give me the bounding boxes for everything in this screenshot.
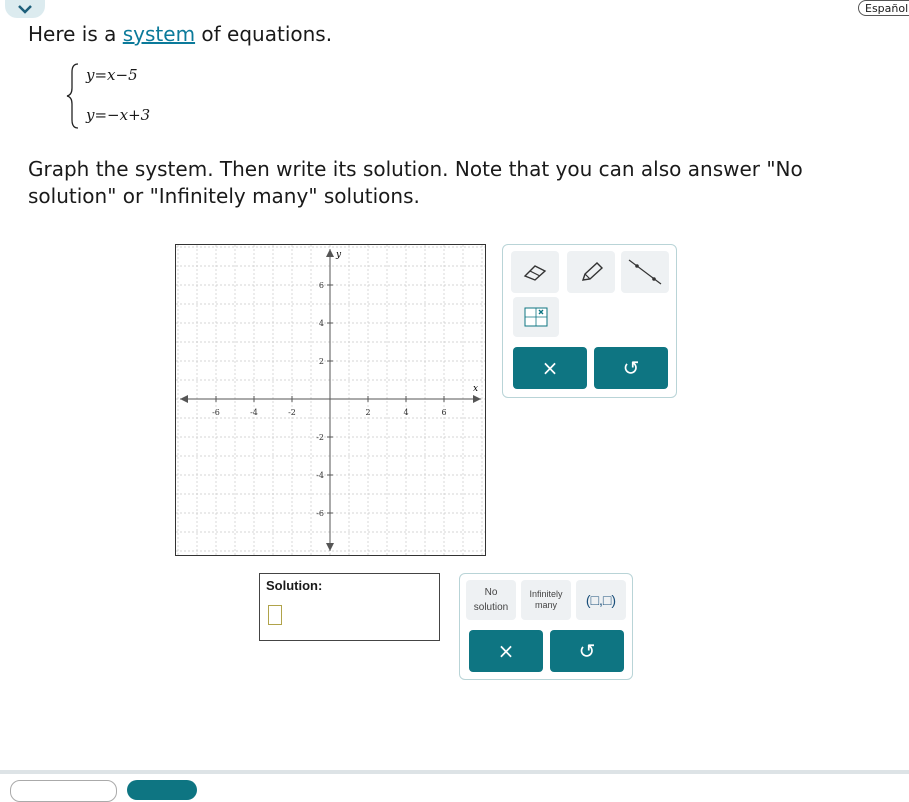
y-tick-label: -6: [316, 509, 324, 518]
graph-toolbox: [502, 244, 677, 398]
eraser-tool[interactable]: [511, 251, 559, 293]
collapse-toggle[interactable]: [5, 0, 45, 18]
x-tick-label: 6: [441, 408, 447, 417]
x-tick-label: -6: [212, 408, 220, 417]
intro-after: of equations.: [195, 22, 333, 46]
infinitely-many-button[interactable]: [521, 580, 571, 620]
no-solution-line2: solution: [473, 602, 509, 613]
intro-before: Here is a: [28, 22, 123, 46]
x-tick-label: 4: [403, 408, 409, 417]
x-tick-label: -2: [288, 408, 296, 417]
eraser-icon: [521, 262, 549, 282]
equation-system: [64, 60, 184, 132]
no-solution-line1: No: [484, 587, 498, 598]
coordinate-grid[interactable]: [176, 245, 485, 555]
y-axis-label: y: [336, 250, 342, 260]
x-tick-label: 2: [365, 408, 371, 417]
y-tick-label: 4: [318, 319, 324, 328]
clear-answer-button[interactable]: ×: [469, 630, 543, 672]
left-brace: [64, 60, 84, 132]
undo-graph-button[interactable]: ↺: [594, 347, 668, 389]
y-tick-label: -4: [316, 471, 324, 480]
y-axis-arrow-down: [326, 543, 334, 551]
system-link[interactable]: system: [122, 22, 196, 46]
clear-graph-button[interactable]: ×: [513, 347, 587, 389]
pencil-tool[interactable]: [567, 251, 615, 293]
infinitely-line1: Infinitely: [529, 589, 563, 599]
y-axis-arrow-up: [326, 249, 334, 257]
solution-input[interactable]: [268, 605, 282, 625]
line-tool-icon: [625, 257, 665, 287]
x-axis-arrow-left: [180, 395, 188, 403]
point-tool[interactable]: [513, 297, 559, 337]
solution-box: [259, 573, 440, 641]
undo-answer-button[interactable]: ↺: [550, 630, 624, 672]
instructions: Graph the system. Then write its solution. Note that you can also answer "No solution" or "Infinitely many" solutions.: [28, 157, 803, 208]
answer-options-panel: [459, 573, 633, 680]
ordered-pair-button[interactable]: [576, 580, 626, 620]
bottom-primary-button[interactable]: [127, 780, 197, 800]
y-tick-label: 2: [318, 357, 324, 366]
y-tick-label: 6: [318, 281, 324, 290]
bottom-left-button[interactable]: [10, 780, 117, 802]
intro-text: [28, 22, 332, 46]
x-tick-label: -4: [250, 408, 258, 417]
no-solution-button[interactable]: [466, 580, 516, 620]
pencil-icon: [577, 260, 605, 284]
solution-label: Solution:: [266, 578, 323, 593]
chevron-down-icon: [17, 4, 33, 14]
x-axis-label: x: [473, 384, 479, 394]
infinitely-line2: many: [534, 600, 557, 610]
x-axis-arrow-right: [473, 395, 481, 403]
y-tick-label: -2: [316, 433, 324, 442]
line-tool[interactable]: [621, 251, 669, 293]
ordered-pair-label: (□,□): [585, 591, 617, 608]
point-tool-icon: [523, 305, 549, 329]
language-button[interactable]: Español: [858, 0, 909, 16]
equation-2: y=−x+3: [86, 106, 151, 124]
equation-1: y=x−5: [86, 66, 138, 84]
graph-area[interactable]: [175, 244, 486, 556]
